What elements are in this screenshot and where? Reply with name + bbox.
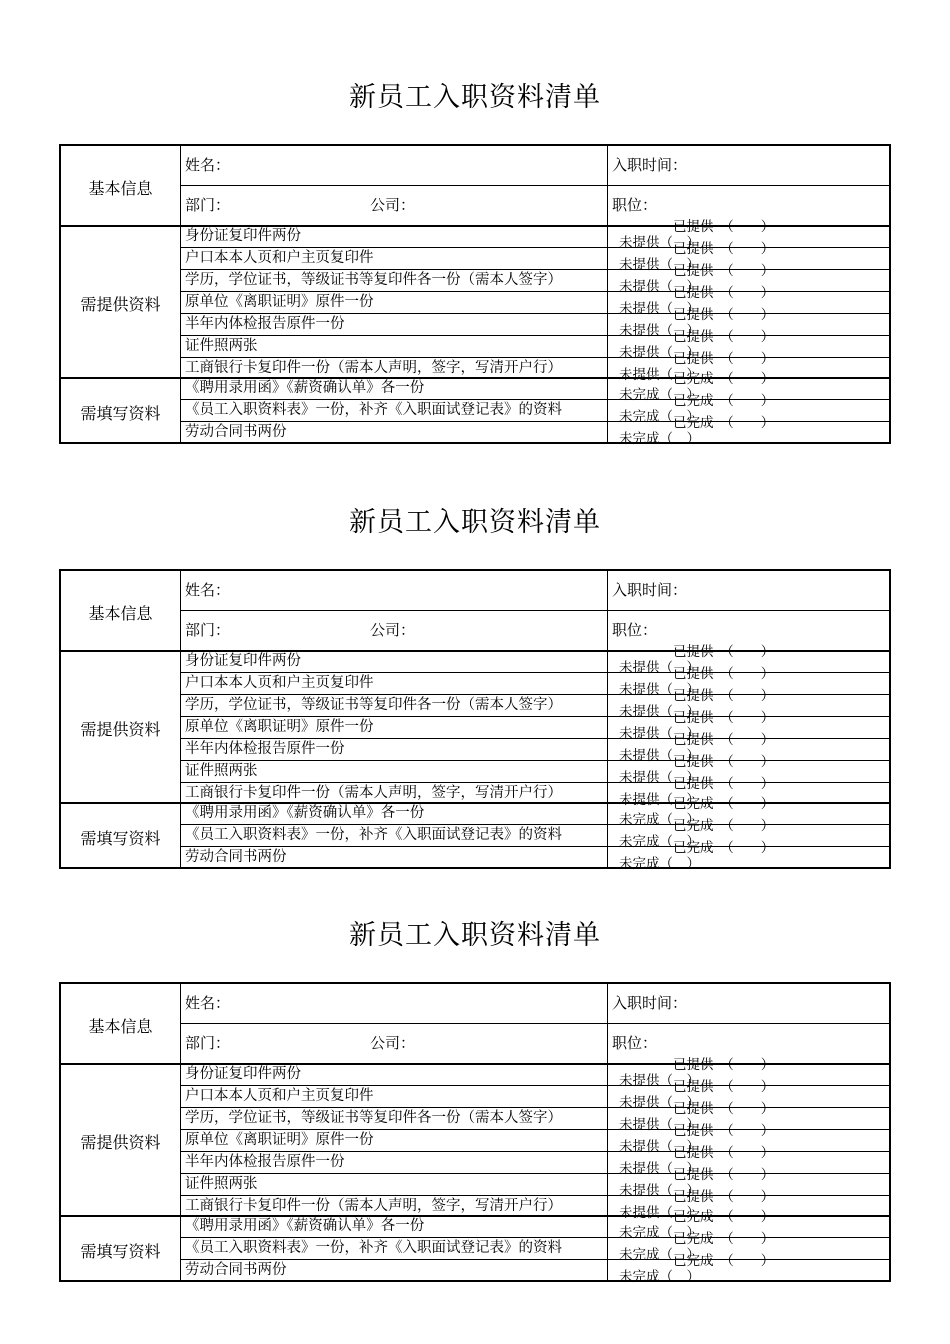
list-item: 工商银行卡复印件一份（需本人声明，签字，写清开户行） <box>185 1198 562 1214</box>
row-divider <box>180 1151 607 1152</box>
status-not-completed[interactable]: 未完成（ ） <box>619 431 700 447</box>
status-not-provided[interactable]: 未提供（ ） <box>619 770 700 786</box>
status-not-provided[interactable]: 未提供（ ） <box>619 1117 700 1133</box>
section-label-forms-to-fill: 需填写资料 <box>80 404 161 423</box>
status-provided[interactable]: 已提供 （ ） <box>673 1101 775 1117</box>
checklist-form <box>0 505 950 875</box>
column-divider <box>180 571 181 867</box>
checklist-form <box>0 80 950 450</box>
company-label: 公司： <box>370 1034 416 1052</box>
section-label-basic-info: 基本信息 <box>88 1017 153 1036</box>
row-divider <box>180 1259 889 1260</box>
status-not-completed[interactable]: 未完成（ ） <box>619 1225 700 1241</box>
status-provided[interactable]: 已提供 （ ） <box>673 666 775 682</box>
status-provided[interactable]: 已提供 （ ） <box>673 1145 775 1161</box>
row-divider <box>180 247 607 248</box>
status-not-provided[interactable]: 未提供（ ） <box>619 279 700 295</box>
list-item: 半年内体检报告原件一份 <box>185 316 345 332</box>
status-not-provided[interactable]: 未提供（ ） <box>619 660 700 676</box>
status-provided[interactable]: 已提供 （ ） <box>673 1167 775 1183</box>
status-not-provided[interactable]: 未提供（ ） <box>619 682 700 698</box>
list-item: 《员工入职资料表》一份，补齐《入职面试登记表》的资料 <box>185 402 562 418</box>
status-provided[interactable]: 已提供 （ ） <box>673 1057 775 1073</box>
form-title: 新员工入职资料清单 <box>349 920 601 951</box>
row-divider <box>180 399 889 400</box>
status-not-completed[interactable]: 未完成（ ） <box>619 812 700 828</box>
list-item: 学历，学位证书，等级证书等复印件各一份（需本人签字） <box>185 272 562 288</box>
status-not-provided[interactable]: 未提供（ ） <box>619 367 700 383</box>
list-item: 原单位《离职证明》原件一份 <box>185 294 374 310</box>
list-item: 《员工入职资料表》一份，补齐《入职面试登记表》的资料 <box>185 1240 562 1256</box>
status-completed[interactable]: 已完成 （ ） <box>673 415 775 431</box>
list-item: 学历，学位证书，等级证书等复印件各一份（需本人签字） <box>185 697 562 713</box>
list-item: 证件照两张 <box>185 1176 258 1192</box>
row-divider <box>180 1173 607 1174</box>
row-divider <box>180 1107 607 1108</box>
status-not-provided[interactable]: 未提供（ ） <box>619 748 700 764</box>
section-label-required-documents: 需提供资料 <box>80 720 161 739</box>
status-provided[interactable]: 已提供 （ ） <box>673 351 775 367</box>
department-label: 部门： <box>185 1034 231 1052</box>
list-item: 原单位《离职证明》原件一份 <box>185 719 374 735</box>
status-not-provided[interactable]: 未提供（ ） <box>619 704 700 720</box>
status-provided[interactable]: 已提供 （ ） <box>673 776 775 792</box>
status-provided[interactable]: 已提供 （ ） <box>673 710 775 726</box>
list-item: 户口本本人页和户主页复印件 <box>185 1088 374 1104</box>
status-provided[interactable]: 已提供 （ ） <box>673 241 775 257</box>
list-item: 劳动合同书两份 <box>185 1262 287 1278</box>
list-item: 学历，学位证书，等级证书等复印件各一份（需本人签字） <box>185 1110 562 1126</box>
row-divider <box>180 782 607 783</box>
status-not-provided[interactable]: 未提供（ ） <box>619 1095 700 1111</box>
company-label: 公司： <box>370 196 416 214</box>
list-item: 《聘用录用函》《薪资确认单》各一份 <box>185 1218 425 1234</box>
form-title: 新员工入职资料清单 <box>349 82 601 113</box>
list-item: 《聘用录用函》《薪资确认单》各一份 <box>185 805 425 821</box>
row-divider <box>180 1085 607 1086</box>
section-label-basic-info: 基本信息 <box>88 179 153 198</box>
list-item: 工商银行卡复印件一份（需本人声明，签字，写清开户行） <box>185 360 562 376</box>
status-provided[interactable]: 已提供 （ ） <box>673 644 775 660</box>
checklist-table <box>59 569 891 872</box>
status-not-provided[interactable]: 未提供（ ） <box>619 345 700 361</box>
list-item: 原单位《离职证明》原件一份 <box>185 1132 374 1148</box>
list-item: 劳动合同书两份 <box>185 424 287 440</box>
status-provided[interactable]: 已提供 （ ） <box>673 285 775 301</box>
list-item: 半年内体检报告原件一份 <box>185 1154 345 1170</box>
join-date-label: 入职时间： <box>612 581 688 599</box>
status-not-provided[interactable]: 未提供（ ） <box>619 726 700 742</box>
list-item: 身份证复印件两份 <box>185 1066 301 1082</box>
status-not-provided[interactable]: 未提供（ ） <box>619 1161 700 1177</box>
row-divider <box>180 610 889 611</box>
row-divider <box>180 335 607 336</box>
status-not-completed[interactable]: 未完成（ ） <box>619 1247 700 1263</box>
list-item: 劳动合同书两份 <box>185 849 287 865</box>
status-not-provided[interactable]: 未提供（ ） <box>619 1205 700 1221</box>
list-item: 户口本本人页和户主页复印件 <box>185 250 374 266</box>
list-item: 工商银行卡复印件一份（需本人声明，签字，写清开户行） <box>185 785 562 801</box>
list-item: 户口本本人页和户主页复印件 <box>185 675 374 691</box>
column-divider <box>180 984 181 1280</box>
status-not-provided[interactable]: 未提供（ ） <box>619 301 700 317</box>
list-item: 半年内体检报告原件一份 <box>185 741 345 757</box>
status-not-provided[interactable]: 未提供（ ） <box>619 1139 700 1155</box>
list-item: 证件照两张 <box>185 763 258 779</box>
status-completed[interactable]: 已完成 （ ） <box>673 796 775 812</box>
row-divider <box>180 760 607 761</box>
row-divider <box>180 185 889 186</box>
list-item: 《聘用录用函》《薪资确认单》各一份 <box>185 380 425 396</box>
status-provided[interactable]: 已提供 （ ） <box>673 263 775 279</box>
list-item: 身份证复印件两份 <box>185 228 301 244</box>
row-divider <box>180 846 889 847</box>
section-label-forms-to-fill: 需填写资料 <box>80 1242 161 1261</box>
checklist-form <box>0 918 950 1288</box>
row-divider <box>180 738 607 739</box>
checklist-table <box>59 982 891 1285</box>
column-divider <box>180 146 181 442</box>
row-divider <box>180 1195 607 1196</box>
row-divider <box>180 1023 889 1024</box>
list-item: 《员工入职资料表》一份，补齐《入职面试登记表》的资料 <box>185 827 562 843</box>
status-completed[interactable]: 已完成 （ ） <box>673 1253 775 1269</box>
status-provided[interactable]: 已提供 （ ） <box>673 688 775 704</box>
row-divider <box>180 672 607 673</box>
row-divider <box>180 357 607 358</box>
name-label: 姓名： <box>185 156 231 174</box>
name-label: 姓名： <box>185 994 231 1012</box>
status-not-provided[interactable]: 未提供（ ） <box>619 257 700 273</box>
status-not-provided[interactable]: 未提供（ ） <box>619 1183 700 1199</box>
name-label: 姓名： <box>185 581 231 599</box>
department-label: 部门： <box>185 196 231 214</box>
status-completed[interactable]: 已完成 （ ） <box>673 840 775 856</box>
row-divider <box>180 824 889 825</box>
status-completed[interactable]: 已完成 （ ） <box>673 371 775 387</box>
row-divider <box>180 1237 889 1238</box>
status-not-provided[interactable]: 未提供（ ） <box>619 235 700 251</box>
status-completed[interactable]: 已完成 （ ） <box>673 1209 775 1225</box>
status-provided[interactable]: 已提供 （ ） <box>673 307 775 323</box>
row-divider <box>180 313 607 314</box>
status-not-completed[interactable]: 未完成（ ） <box>619 834 700 850</box>
status-provided[interactable]: 已提供 （ ） <box>673 1123 775 1139</box>
form-title: 新员工入职资料清单 <box>349 507 601 538</box>
list-item: 证件照两张 <box>185 338 258 354</box>
list-item: 身份证复印件两份 <box>185 653 301 669</box>
status-not-provided[interactable]: 未提供（ ） <box>619 1073 700 1089</box>
column-divider <box>607 146 608 442</box>
row-divider <box>180 694 607 695</box>
status-provided[interactable]: 已提供 （ ） <box>673 329 775 345</box>
section-label-required-documents: 需提供资料 <box>80 1133 161 1152</box>
status-not-completed[interactable]: 未完成（ ） <box>619 856 700 872</box>
position-label: 职位： <box>612 621 658 639</box>
status-not-provided[interactable]: 未提供（ ） <box>619 323 700 339</box>
status-provided[interactable]: 已提供 （ ） <box>673 1189 775 1205</box>
status-provided[interactable]: 已提供 （ ） <box>673 219 775 235</box>
position-label: 职位： <box>612 1034 658 1052</box>
status-provided[interactable]: 已提供 （ ） <box>673 1079 775 1095</box>
section-label-required-documents: 需提供资料 <box>80 295 161 314</box>
status-not-provided[interactable]: 未提供（ ） <box>619 792 700 808</box>
checklist-table <box>59 144 891 447</box>
status-not-completed[interactable]: 未完成（ ） <box>619 387 700 403</box>
join-date-label: 入职时间： <box>612 994 688 1012</box>
status-completed[interactable]: 已完成 （ ） <box>673 818 775 834</box>
status-completed[interactable]: 已完成 （ ） <box>673 1231 775 1247</box>
row-divider <box>180 1129 607 1130</box>
company-label: 公司： <box>370 621 416 639</box>
row-divider <box>180 421 889 422</box>
row-divider <box>180 716 607 717</box>
row-divider <box>180 269 607 270</box>
position-label: 职位： <box>612 196 658 214</box>
status-provided[interactable]: 已提供 （ ） <box>673 754 775 770</box>
section-label-forms-to-fill: 需填写资料 <box>80 829 161 848</box>
department-label: 部门： <box>185 621 231 639</box>
status-not-completed[interactable]: 未完成（ ） <box>619 1269 700 1285</box>
column-divider <box>607 571 608 867</box>
section-label-basic-info: 基本信息 <box>88 604 153 623</box>
join-date-label: 入职时间： <box>612 156 688 174</box>
row-divider <box>180 291 607 292</box>
status-provided[interactable]: 已提供 （ ） <box>673 732 775 748</box>
status-completed[interactable]: 已完成 （ ） <box>673 393 775 409</box>
status-not-completed[interactable]: 未完成（ ） <box>619 409 700 425</box>
column-divider <box>607 984 608 1280</box>
